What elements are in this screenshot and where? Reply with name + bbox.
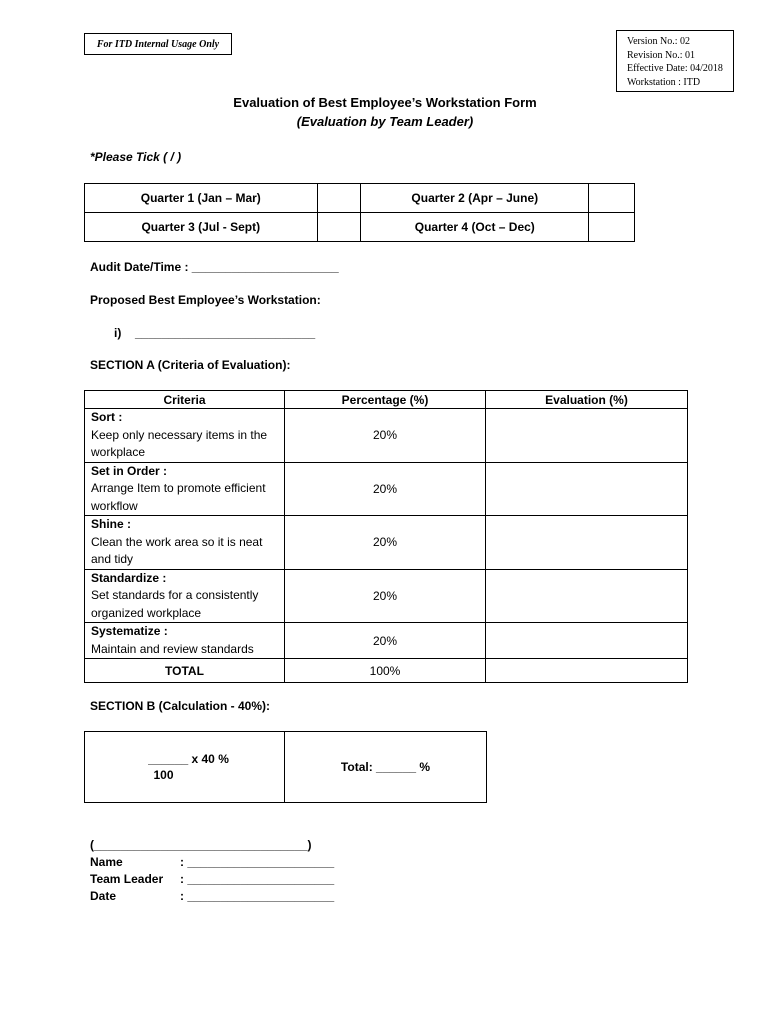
criteria-name: Sort : <box>91 410 123 424</box>
revision-number: Revision No.: 01 <box>627 49 696 61</box>
quarter-row <box>85 184 635 213</box>
criteria-table <box>84 390 688 683</box>
team-leader-field-label: Team Leader <box>90 872 164 886</box>
percentage-cell: 20% <box>285 623 486 659</box>
percentage-cell: 20% <box>285 409 486 463</box>
criteria-cell <box>85 623 285 659</box>
audit-date-time-field[interactable]: Audit Date/Time : ______________________ <box>90 260 339 274</box>
quarter-3-label: Quarter 3 (Jul - Sept) <box>85 213 318 242</box>
evaluation-input-cell[interactable] <box>486 462 688 516</box>
criteria-row <box>85 462 688 516</box>
section-b-heading: SECTION B (Calculation - 40%): <box>90 699 271 713</box>
criteria-description: Set standards for a consistently organized workplace <box>91 588 259 620</box>
criteria-name: Shine : <box>91 517 132 531</box>
percentage-cell: 20% <box>285 516 486 570</box>
calculation-table <box>84 731 487 803</box>
tick-instruction: *Please Tick ( / ) <box>90 150 182 164</box>
criteria-cell <box>85 462 285 516</box>
proposed-workstation-field[interactable]: ___________________________ <box>135 326 316 340</box>
criteria-cell <box>85 516 285 570</box>
name-field[interactable]: : ______________________ <box>180 855 335 869</box>
quarter-2-tickbox[interactable] <box>589 184 635 213</box>
proposed-workstation-label: Proposed Best Employee’s Workstation: <box>90 293 321 307</box>
criteria-row <box>85 623 688 659</box>
criteria-name: Set in Order : <box>91 463 168 478</box>
quarter-table <box>84 183 635 242</box>
evaluation-input-cell[interactable] <box>486 409 688 463</box>
quarter-4-label: Quarter 4 (Oct – Dec) <box>361 213 589 242</box>
workstation-info: Workstation : ITD <box>627 76 701 88</box>
quarter-3-tickbox[interactable] <box>317 213 361 242</box>
total-label: TOTAL <box>85 659 285 683</box>
quarter-row <box>85 213 635 242</box>
date-field[interactable]: : ______________________ <box>180 889 335 903</box>
total-row <box>85 659 688 683</box>
quarter-1-tickbox[interactable] <box>317 184 361 213</box>
total-evaluation-cell[interactable] <box>486 659 688 683</box>
criteria-description: Maintain and review standards <box>91 641 254 656</box>
formula-numerator: ______ x 40 % <box>148 752 229 766</box>
criteria-name: Systematize : <box>91 624 168 638</box>
version-info-box <box>616 30 734 92</box>
name-field-label: Name <box>90 855 123 869</box>
criteria-row <box>85 516 688 570</box>
form-title: Evaluation of Best Employee’s Workstation Form <box>233 95 537 110</box>
criteria-description: Clean the work area so it is neat and tidy <box>91 534 263 566</box>
evaluation-column-header: Evaluation (%) <box>486 391 688 409</box>
evaluation-input-cell[interactable] <box>486 516 688 570</box>
criteria-name: Standardize : <box>91 570 167 585</box>
total-percentage: 100% <box>285 659 486 683</box>
percentage-cell: 20% <box>285 569 486 623</box>
evaluation-input-cell[interactable] <box>486 623 688 659</box>
calculation-formula-cell[interactable] <box>85 732 285 803</box>
section-a-heading: SECTION A (Criteria of Evaluation): <box>90 358 291 372</box>
form-subtitle: (Evaluation by Team Leader) <box>296 114 474 129</box>
percentage-cell: 20% <box>285 462 486 516</box>
criteria-cell <box>85 569 285 623</box>
percentage-column-header: Percentage (%) <box>285 391 486 409</box>
quarter-1-label: Quarter 1 (Jan – Mar) <box>85 184 318 213</box>
criteria-description: Arrange Item to promote efficient workflow <box>91 481 266 513</box>
calculation-total-cell[interactable]: Total: ______ % <box>285 732 487 803</box>
effective-date: Effective Date: 04/2018 <box>627 63 723 74</box>
internal-usage-label: For ITD Internal Usage Only <box>84 33 232 55</box>
criteria-cell <box>85 409 285 463</box>
criteria-row <box>85 409 688 463</box>
proposed-item-marker: i) <box>114 326 122 340</box>
criteria-column-header: Criteria <box>85 391 285 409</box>
version-number: Version No.: 02 <box>627 36 691 47</box>
date-field-label: Date <box>90 889 117 903</box>
criteria-header-row <box>85 391 688 409</box>
criteria-description: Keep only necessary items in the workplace <box>91 427 268 459</box>
quarter-4-tickbox[interactable] <box>589 213 635 242</box>
team-leader-field[interactable]: : ______________________ <box>180 872 335 886</box>
formula-denominator: 100 <box>153 768 174 782</box>
evaluation-input-cell[interactable] <box>486 569 688 623</box>
calculation-row <box>85 732 487 803</box>
signature-line[interactable]: (________________________________) <box>90 838 312 852</box>
quarter-2-label: Quarter 2 (Apr – June) <box>361 184 589 213</box>
criteria-row <box>85 569 688 623</box>
